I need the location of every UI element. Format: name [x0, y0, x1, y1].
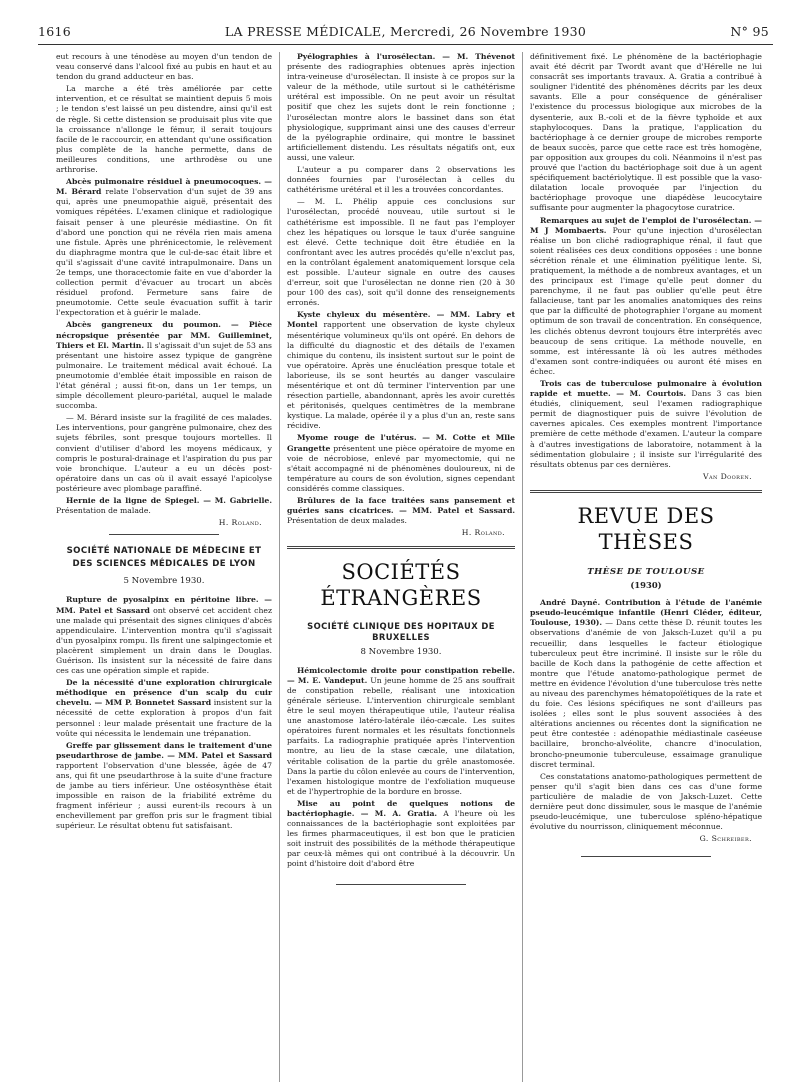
article-abces-residuel — [56, 177, 272, 318]
article-text: ont observé cet accident chez une malade qui présentait des signes cliniques d'abcès appendiculaire. L'intervention montra qu'il s'agissait d'un pyosalpinx rompu. Ils firent une salpingectomie et placèrent simplement un drain dans le Douglas. Guérison. Ils insistent sur la nécessité de faire dans ces cas une opération simple et rapide. — [56, 605, 272, 676]
article-greffe — [56, 741, 272, 832]
section-date: 5 Novembre 1930. — [123, 576, 205, 587]
article-text: Dans 3 cas bien étudiés, cliniquement, seul l'examen radiographique permit de diagnostiquer puis de suivre l'évolution de cavernes apicales. Ces exemples montrent l'importance première de cette méthode d'examen. L'auteur la compare à d'autres investigations de laboratoire, notamment à la sédimentation globulaire ; il insiste sur l'irrégularité des résultats obtenus par ces dernières. — [530, 389, 762, 469]
paragraph: L'auteur a pu comparer dans 2 observations les données fournies par l'urosélectan à celles du cathétérisme urétéral et il les a trouvées concordantes. — [287, 165, 515, 195]
article-abces-gangreneux — [56, 320, 272, 411]
section-rule — [530, 490, 762, 493]
column-divider — [279, 52, 280, 1082]
article-text: Il s'agissait d'un sujet de 53 ans présentant une histoire assez typique de gangrène pulmonaire. Le traitement médical avait échoué. La pneumotomie d'emblée était impossible en raison de l'état général ; aussi fit-on, dans un 1er temps, un simple décollement pleuro-pariétal, auquel le malade succomba. — [56, 340, 272, 411]
article-title: Rupture de pyosalpinx en péritoine libre. — MM. Patel et Sassard — [56, 595, 272, 615]
article-title: Trois cas de tuberculose pulmonaire à évolution rapide et muette. — M. Courtois. — [530, 379, 762, 399]
article-tuberculose — [530, 379, 762, 470]
article-myome — [287, 433, 515, 494]
article-remarques — [530, 216, 762, 378]
article-title: André Dayné. Contribution à l'étude de l'anémie pseudo-leucémique infantile (Henri Cléder, éditeur, Toulouse, 1930). — [530, 598, 762, 628]
article-title: Hernie de la ligne de Spiegel. — M. Gabrielle. — [66, 496, 272, 506]
article-title: De la nécessité d'une exploration chirurgicale méthodique en présence d'un scalp du cuir chevelu. — MM P. Bonnetet Sassard — [56, 678, 272, 708]
article-text: Pour qu'une injection d'urosélectan réalise un bon cliché radiographique rénal, il faut que soient réalisées ces deux conditions opposées : une bonne sécrétion rénale et une élimination pyélitique lente. Si, pratiquement, la méthode a de nombreux avantages, et un des principaux est l'image qu'elle peut donner du parenchyme, il ne faut pas oublier qu'elle peut être fallacieuse, tant par les anomalies anatomiques des reins que par la difficulté de photographier l'organe au moment optimum de son travail de concentration. En conséquence, les clichés obtenus devront toujours être interprétés avec beaucoup de sens critique. La méthode nouvelle, en somme, est intéressante là où les autres méthodes d'examen sont contre-indiquées ou auront été mises en échec. — [530, 225, 762, 376]
column-2 — [287, 52, 515, 895]
article-necessite — [56, 678, 272, 739]
article-dayne — [530, 598, 762, 770]
article-brulures — [287, 496, 515, 526]
running-header — [38, 24, 773, 45]
article-title: Greffe par glissement dans le traitement d'une pseudarthrose de jambe. — MM. Patel et Sassard — [56, 740, 272, 760]
section-heading-etrangeres: SOCIÉTÉS ÉTRANGÈRES — [320, 560, 482, 611]
article-title: Mise au point de quelques notions de bactériophagie. — M. A. Gratia. — [287, 798, 515, 818]
article-text: Présentation de malade. — [56, 506, 151, 516]
section-rule — [287, 546, 515, 549]
article-title: Remarques au sujet de l'emploi de l'urosélectan. — M J Mombaerts. — [530, 215, 762, 235]
article-text: relate l'observation d'un sujet de 39 ans qui, après une pneumopathie aiguë, présentait des vomiques répétées. L'examen clinique et radiologique faisait penser à une pleurésie médiastine. On fit d'abord une ponction qui ne révéla rien mais amena une fistule. Après une phrénicectomie, le relèvement du diaphragme montra que le cul-de-sac était libre et qu'il s'agissait d'une cavité intrapulmonaire. Dans un 2e temps, une thoracectomie faite en vue d'aborder la collection permit d'évacuer au trocart un abcès résiduel profond. Fermeture sans faire de pneumotomie. Cette seule évacuation suffit à tarir l'expectoration et à guérir le malade. — [56, 187, 272, 318]
section-heading-bruxelles: SOCIÉTÉ CLINIQUE DES HOPITAUX DE BRUXELLES — [307, 621, 495, 642]
article-rupture — [56, 595, 272, 676]
paragraph: — M. L. Phélip appuie ces conclusions sur l'urosélectan, procédé nouveau, utile surtout si le cathétérisme est impossible. Il ne faut pas l'employer chez les hépatiques ou lorsque le taux d'urée sanguine est élevé. Cette technique doit être étudiée en la confrontant avec les autres procédés qu'elle n'exclut pas, en la contrôlant également anatomiquement lorsque cela est possible. L'auteur signale en outre des causes d'erreur, soit que l'urosélectan ne donne rien (20 à 30 pour 100 des cas), soit qu'il donne des renseignements erronés. — [287, 197, 515, 308]
section-heading-lyon: SOCIÉTÉ NATIONALE DE MÉDECINE ET DES SCIENCES MÉDICALES DE LYON — [66, 546, 262, 570]
article-text: présente des radiographies obtenues après injection intra-veineuse d'urosélectan. Il insiste à ce propos sur la valeur de la méthode, utile surtout si le cathétérisme urétéral est impossible. On ne peut avoir un résultat positif que chez les sujets dont le rein fonctionne ; l'urosélectan montre alors le bassinet dans son état physiologique, supprimant ainsi une des causes d'erreur de la pyélographie ordinaire, qui montre le bassinet artificiellement distendu. Les résultats négatifs ont, eux aussi, une valeur. — [287, 62, 515, 162]
article-pyelographies — [287, 52, 515, 163]
issue-number: N° 95 — [730, 24, 769, 39]
article-text: Présentation de deux malades. — [287, 516, 407, 526]
section-rule — [109, 534, 219, 535]
column-1 — [56, 52, 272, 834]
paragraph: — M. Bérard insiste sur la fragilité de ces malades. Les interventions, pour gangrène pulmonaire, chez des sujets fébriles, sont presque toujours mortelles. Il convient d'utiliser d'abord les moyens médicaux, y compris le postural-drainage et l'aspiration du pus par voie bronchique. L'auteur a eu un décès post-opératoire dans un cas où il avait essayé l'apicolyse postérieure avec plombage paraffiné. — [56, 413, 272, 493]
article-hemicolectomie — [287, 666, 515, 797]
article-bacteriophagie — [287, 799, 515, 870]
article-title: Brûlures de la face traitées sans pansement et guéries sans cicatrices. — MM. Patel et Sassard. — [287, 496, 515, 516]
paragraph: eut recours à une ténodèse au moyen d'un tendon de veau conservé dans l'alcool fixé au pubis en haut et au tendon du grand adducteur en bas. — [56, 52, 272, 82]
section-date: 8 Novembre 1930. — [360, 646, 442, 657]
paragraph: définitivement fixé. Le phénomène de la bactériophagie avait été décrit par Twordt avant que d'Hérelle ne lui consacrât ses importants travaux. A. Gratia a contribué à souligner l'identité des phénomènes décrits par les deux savants. Elle a pour conséquence de généraliser l'existence du processus biologique aux microbes de la dysenterie, aux B.-coli et de la fièvre typhoïde et aux staphylocoques. Dans la pratique, l'application du bactériophage à ce dernier groupe de microbes remporte de beaux succès, parce que cette race est très homogène, par opposition aux groupes du coli. Néanmoins il n'est pas prouvé que l'action du bactériophage soit due à un agent spécifiquement bactériolytique. Il est possible que la vaso-dilatation locale provoquée par l'injection du bactériophage provoque une diapédèse leucocytaire suffisante pour augmenter la phagocytose curatrice. — [530, 52, 762, 213]
author-signature: G. Schreiber. — [699, 834, 752, 844]
these-heading: THÈSE DE TOULOUSE — [587, 566, 705, 577]
author-signature: Van Dooren. — [703, 471, 752, 481]
column-divider — [522, 52, 523, 1082]
article-title: Abcès pulmonaire résiduel à pneumocoques. — M. Bérard — [56, 177, 272, 197]
article-kyste — [287, 310, 515, 431]
paragraph: La marche a été très améliorée par cette intervention, et ce résultat se maintient depuis 5 mois ; le tendon s'est laissé un peu distendre, ainsi qu'il est de règle. Si cette distension se produisait plus vite que la croissance n'allonge le fémur, il serait toujours facile de le raccourcir, en attendant qu'une ossification plus complète de la hanche permette, dans de meilleures conditions, une arthrodèse ou une arthrorise. — [56, 84, 272, 175]
article-hernie — [56, 496, 272, 516]
article-text: A l'heure où les connaissances de la bactériophagie sont exploitées par les firmes pharmaceutiques, il est bon que le praticien soit instruit des possibilités de la méthode thérapeutique par ceux-là mêmes qui ont contribué à la découvrir. Un point d'histoire doit d'abord être — [287, 809, 515, 869]
article-title: Pyélographies à l'urosélectan. — M. Thévenot — [297, 52, 515, 61]
author-signature: H. Roland. — [218, 518, 262, 528]
author-signature: H. Roland. — [461, 528, 505, 538]
section-heading-revue-theses: REVUE DES THÈSES — [577, 503, 715, 554]
article-text: — Dans cette thèse D. réunit toutes les observations d'anémie de von Jaksch-Luzet qu'il a pu recueillir, dans lesquelles le facteur étiologique tuberculeux peut être incriminé. Il insiste sur le rôle du bacille de Koch dans la pathogénie de cette affection et montre que l'étude anatomo-pathologique permet de mettre en évidence l'évolution d'une tuberculose très nette au niveau des parenchymes hématopoïétiques de la rate et du foie. Ces lésions spécifiques ne sont d'ailleurs pas isolées ; elles sont le plus souvent associées à des altérations anciennes ou récentes dont la signification ne peut être contestée : adénopathie médiastinale caséeuse bacillaire, broncho-alvéolite, chancre d'inoculation, broncho-pneumonie tuberculeuse, essaimage granulique discret terminal. — [530, 618, 762, 769]
section-rule — [336, 884, 466, 885]
article-title: Myome rouge de l'utérus. — M. Cotte et Mlle Grangette — [287, 433, 515, 453]
article-text: rapportent l'observation d'une blessée, âgée de 47 ans, qui fit une pseudarthrose à la suite d'une fracture de jambe au tiers inférieur. Une ostéosynthèse était impossible en raison de la friabilité extrême du fragment inférieur ; aussi eurent-ils recours à un enchevillement par greffon pris sur le fragment tibial supérieur. Le résultat obtenu fut satisfaisant. — [56, 760, 272, 831]
these-year: (1930) — [630, 580, 662, 591]
article-title: Hémicolectomie droite pour constipation rebelle. — M. E. Vandeput. — [287, 665, 515, 685]
article-title: Kyste chyleux du mésentère. — MM. Labry et Montel — [287, 310, 515, 330]
article-text: présentent une pièce opératoire de myome en voie de nécrobiose, enlevé par myomectomie, qui ne s'était accompagné ni de phénomènes douloureux, ni de température au cours de son évolution, signes cependant considérés comme classiques. — [287, 443, 515, 493]
column-3 — [530, 52, 762, 867]
section-rule — [581, 856, 711, 857]
article-text: insistent sur la nécessité de cette exploration à propos d'un fait personnel : leur malade présentait une fracture de la voûte qui nécessita le lendemain une trépanation. — [56, 698, 272, 738]
article-text: Un jeune homme de 25 ans souffrait de constipation rebelle, réalisant une intoxication générale sérieuse. L'intervention chirurgicale semblant être le seul moyen thérapeutique utile, l'auteur réalisa une anastomose latéro-latérale iléo-cæcale. Les suites opératoires furent normales et les résultats fonctionnels parfaits. La radiographie pratiquée après l'intervention montre, au lieu de la stase cæcale, une dilatation, véritable colisation de la partie du grêle anastomosée. Dans la partie du côlon enlevée au cours de l'intervention, l'examen histologique montre de l'exfoliation muqueuse et de l'hypertrophie de la bordure en brosse. — [287, 675, 515, 796]
paragraph: Ces constatations anatomo-pathologiques permettent de penser qu'il s'agit bien dans ces cas d'une forme particulière de maladie de von Jaksch-Luzet. Cette dernière peut donc dissimuler, sous le masque de l'anémie pseudo-leucémique, une tuberculose spléno-hépatique évolutive du nourrisson, cliniquement méconnue. — [530, 771, 762, 832]
page-number: 1616 — [38, 24, 72, 39]
article-title: Abcès gangreneux du poumon. — Pièce nécropsique présentée par MM. Guilleminet, Thiers et El. Martin. — [56, 320, 272, 350]
journal-title: LA PRESSE MÉDICALE, Mercredi, 26 Novembre 1930 — [224, 24, 587, 39]
article-text: rapportent une observation de kyste chyleux mésentérique volumineux qu'ils ont opéré. En dehors de la difficulté du diagnostic et des détails de l'examen chimique du contenu, ils insistent surtout sur le point de vue opératoire. Après une énucléation presque totale et laborieuse, ils se sont heurtés au danger vasculaire mésentérique et ont dû terminer l'intervention par une résection partielle, abandonnant, après les avoir curettés et péritonisés, quelques centimètres de la membrane kystique. La malade, opérée il y a plus d'un an, reste sans récidive. — [287, 320, 515, 431]
